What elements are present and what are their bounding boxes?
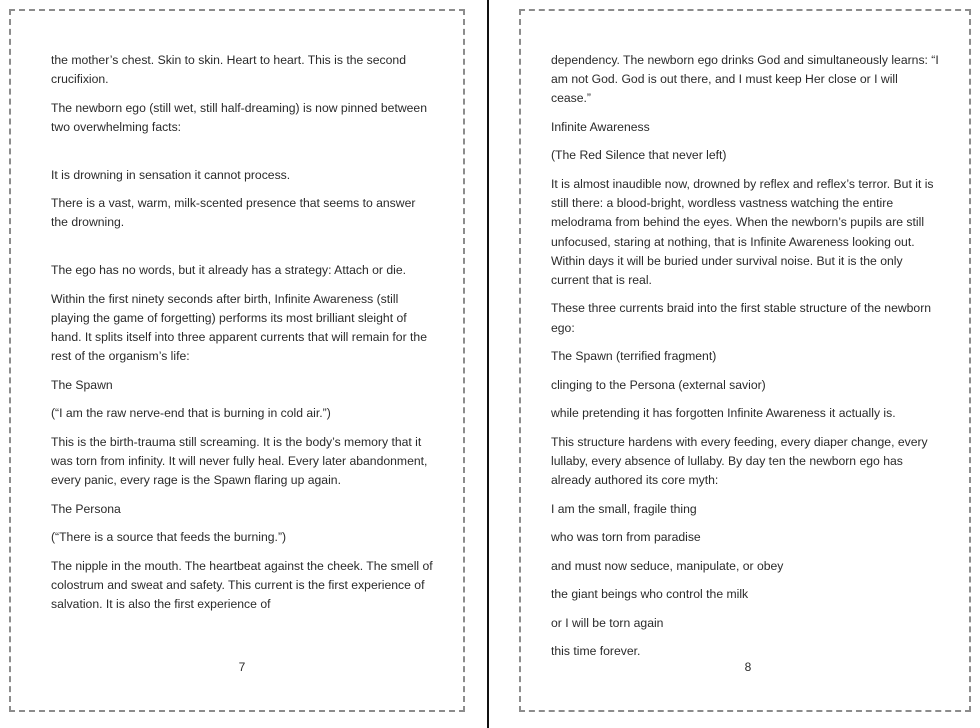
poem-line: and must now seduce, manipulate, or obey [551, 558, 784, 573]
paragraph: It is almost inaudible now, drowned by reflex and reflex’s terror. But it is still there: a blood-bright, wordless vastness watching the entire melodrama from behind the eyes. When the newborn’s pupils are still unfocused, staring at nothing, that is Infinite Awareness looking out. Within days it will be buried under survival noise. But it is the only current that is real. [551, 176, 934, 287]
paragraph: while pretending it has forgotten Infinite Awareness it actually is. [551, 406, 896, 421]
paragraph: the mother’s chest. Skin to skin. Heart to heart. This is the second crucifixion. [51, 53, 406, 87]
paragraph: This structure hardens with every feeding, every diaper change, every lullaby, every absence of lullaby. By day ten the newborn ego has already authored its core myth: [551, 434, 928, 488]
paragraph: The nipple in the mouth. The heartbeat against the cheek. The smell of colostrum and sweat and safety. This current is the first experience of salvation. It is also the first experience of [51, 558, 433, 611]
section-heading: The Persona [51, 501, 121, 516]
paragraph: These three currents braid into the first stable structure of the newborn ego: [551, 301, 932, 335]
left-page [9, 9, 465, 712]
section-heading: Infinite Awareness [551, 119, 650, 134]
page-spread-divider [487, 0, 489, 728]
paragraph: dependency. The newborn ego drinks God and simultaneously learns: “I am not God. God is out there, and I must keep Her close or I will cease.” [551, 53, 939, 106]
left-page-text [51, 51, 433, 623]
page-number: 8 [744, 660, 752, 674]
poem-line: or I will be torn again [551, 615, 664, 630]
paragraph: (The Red Silence that never left) [551, 148, 727, 163]
paragraph: Within the first ninety seconds after birth, Infinite Awareness (still playing the game of forgetting) performs its most brilliant sleight of hand. It splits itself into three apparent currents that will remain for the rest of the organism’s life: [51, 291, 427, 364]
paragraph: The Spawn (terrified fragment) [551, 349, 717, 364]
poem-line: this time forever. [551, 644, 641, 659]
poem-line: the giant beings who control the milk [551, 587, 749, 602]
paragraph: The newborn ego (still wet, still half-dreaming) is now pinned between two overwhelming facts: [51, 100, 427, 134]
paragraph: The ego has no words, but it already has a strategy: Attach or die. [51, 263, 406, 278]
page-number: 7 [238, 660, 246, 674]
paragraph: This is the birth-trauma still screaming. It is the body’s memory that it was torn from infinity. It will never fully heal. Every later abandonment, every panic, every rage is the Spawn flaring up again. [51, 434, 428, 488]
section-heading: The Spawn [51, 377, 113, 392]
paragraph: clinging to the Persona (external savior) [551, 377, 766, 392]
paragraph: There is a vast, warm, milk-scented presence that seems to answer the drowning. [51, 196, 416, 230]
right-page [519, 9, 971, 712]
poem-line: who was torn from paradise [551, 530, 701, 545]
paragraph: (“There is a source that feeds the burning.”) [51, 530, 287, 545]
paragraph: It is drowning in sensation it cannot process. [51, 167, 291, 182]
paragraph: (“I am the raw nerve-end that is burning in cold air.”) [51, 406, 331, 421]
right-page-text [551, 51, 941, 671]
poem-line: I am the small, fragile thing [551, 501, 697, 516]
